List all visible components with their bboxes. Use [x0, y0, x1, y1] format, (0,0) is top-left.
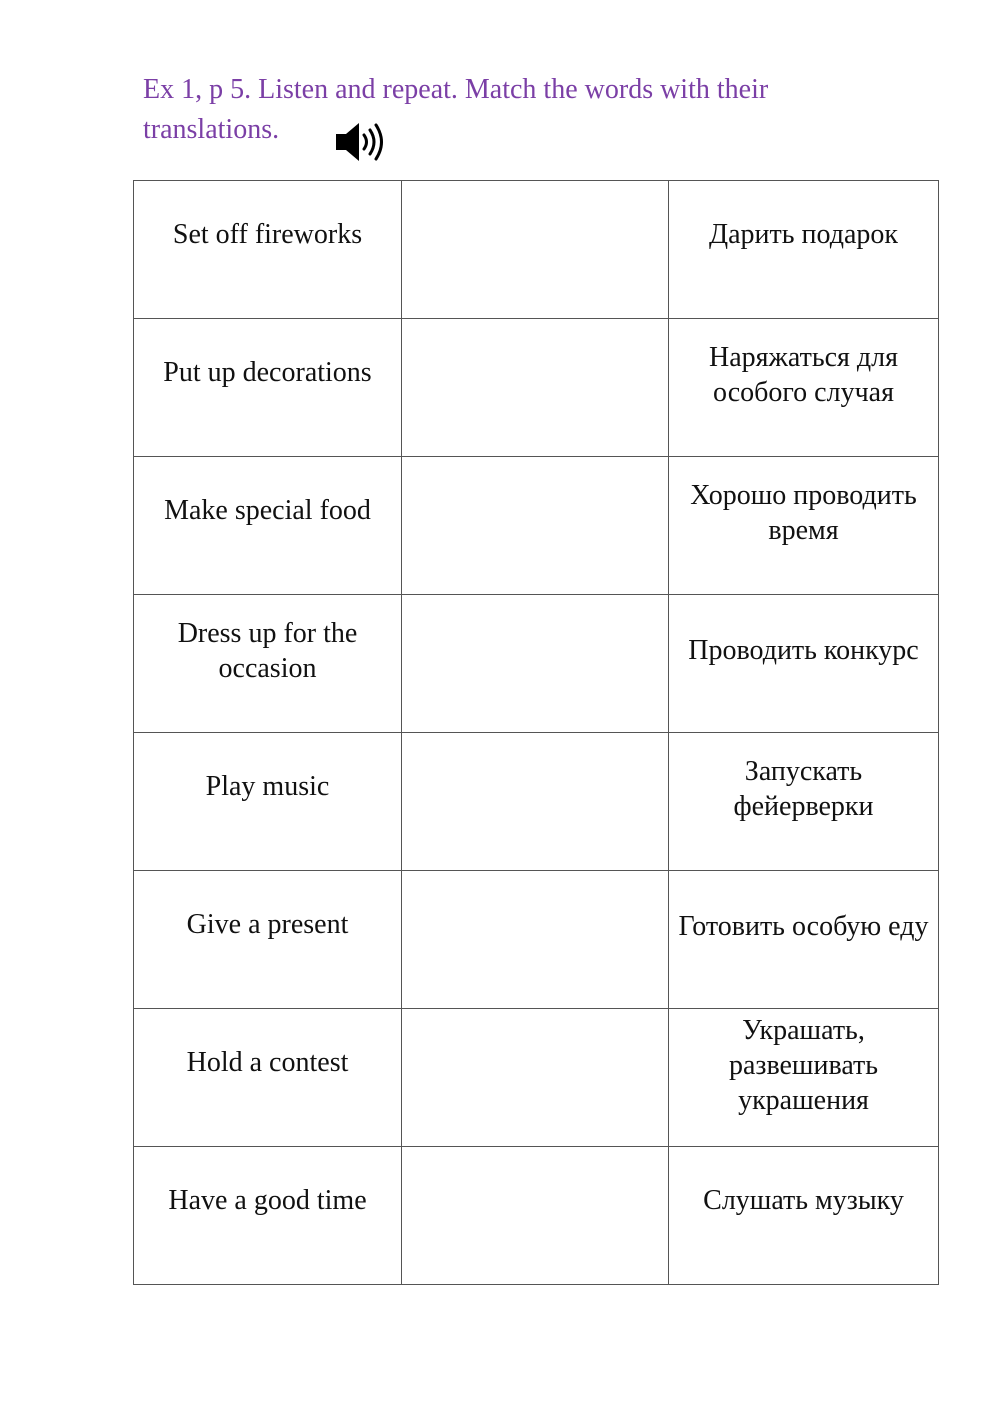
english-phrase-cell	[134, 319, 402, 457]
translation-text: Наряжаться для особого случая	[709, 341, 898, 408]
translation-cell[interactable]	[669, 595, 939, 733]
table-row	[134, 733, 939, 871]
speaker-icon[interactable]	[334, 120, 388, 164]
matching-table	[133, 180, 939, 1285]
answer-drop-zone[interactable]	[402, 733, 669, 871]
table-row	[134, 871, 939, 1009]
english-phrase: Put up decorations	[163, 357, 372, 388]
translation-cell[interactable]	[669, 319, 939, 457]
table-row	[134, 595, 939, 733]
english-phrase: Give a present	[186, 909, 349, 940]
table-row	[134, 1147, 939, 1285]
instruction-text: Ex 1, p 5. Listen and repeat. Match the words with their translations.	[143, 74, 769, 145]
english-phrase-cell	[134, 181, 402, 319]
translation-cell[interactable]	[669, 457, 939, 595]
english-phrase: Set off fireworks	[172, 219, 363, 250]
english-phrase: Hold a contest	[186, 1047, 349, 1078]
translation-text: Готовить особую еду	[678, 911, 929, 942]
translation-text: Запускать фейерверки	[733, 755, 874, 822]
english-phrase-cell	[134, 871, 402, 1009]
answer-drop-zone[interactable]	[402, 1009, 669, 1147]
table-row	[134, 1009, 939, 1147]
english-phrase-cell	[134, 1009, 402, 1147]
translation-text: Дарить подарок	[709, 219, 898, 250]
english-phrase: Make special food	[164, 495, 371, 526]
answer-drop-zone[interactable]	[402, 595, 669, 733]
english-phrase-cell	[134, 595, 402, 733]
table-row	[134, 319, 939, 457]
translation-text: Хорошо проводить время	[690, 479, 917, 546]
translation-cell[interactable]	[669, 181, 939, 319]
english-phrase: Dress up for the occasion	[177, 617, 358, 684]
translation-cell[interactable]	[669, 1009, 939, 1147]
answer-drop-zone[interactable]	[402, 1147, 669, 1285]
translation-cell[interactable]	[669, 733, 939, 871]
translation-text: Украшать, развешивать украшения	[728, 1015, 879, 1116]
table-row	[134, 181, 939, 319]
translation-cell[interactable]	[669, 1147, 939, 1285]
english-phrase-cell	[134, 1147, 402, 1285]
answer-drop-zone[interactable]	[402, 871, 669, 1009]
translation-text: Слушать музыку	[703, 1185, 904, 1216]
translation-cell[interactable]	[669, 871, 939, 1009]
english-phrase: Have a good time	[168, 1185, 367, 1216]
english-phrase-cell	[134, 733, 402, 871]
table-row	[134, 457, 939, 595]
answer-drop-zone[interactable]	[402, 457, 669, 595]
answer-drop-zone[interactable]	[402, 319, 669, 457]
english-phrase-cell	[134, 457, 402, 595]
translation-text: Проводить конкурс	[688, 635, 919, 666]
english-phrase: Play music	[205, 771, 330, 802]
answer-drop-zone[interactable]	[402, 181, 669, 319]
